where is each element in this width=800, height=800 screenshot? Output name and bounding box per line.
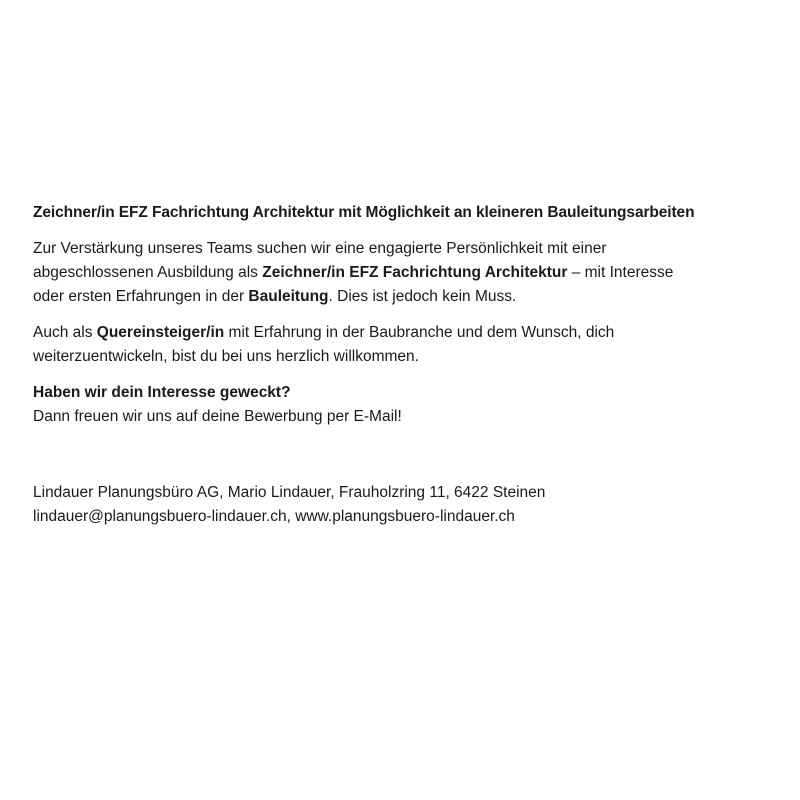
intro-line-1: Zur Verstärkung unseres Teams suchen wir eine engagierte Persönlichkeit mit einer bbox=[33, 240, 607, 257]
company-address: Lindauer Planungsbüro AG, Mario Lindauer, Frauholzring 11, 6422 Steinen bbox=[33, 484, 546, 501]
email-link[interactable]: lindauer@planungsbuero-lindauer.ch bbox=[33, 508, 287, 525]
cta-title: Haben wir dein Interesse geweckt? bbox=[33, 384, 291, 401]
career-changer-emphasis: Quereinsteiger/in bbox=[96, 324, 225, 341]
contact-separator: , bbox=[286, 508, 296, 525]
intro-text: abgeschlossenen Ausbildung als bbox=[33, 264, 263, 281]
intro-text: oder ersten Erfahrungen in der bbox=[33, 288, 249, 305]
intro-text: . Dies ist jedoch kein Muss. bbox=[328, 288, 517, 305]
intro-line-2 bbox=[33, 261, 793, 285]
career-changer-line-1 bbox=[33, 321, 793, 345]
intro-paragraph bbox=[33, 237, 793, 309]
contact-block bbox=[33, 481, 793, 529]
call-to-action bbox=[33, 381, 793, 429]
contact-links bbox=[33, 505, 793, 529]
intro-text: – mit Interesse bbox=[567, 264, 674, 281]
website-link[interactable]: www.planungsbuero-lindauer.ch bbox=[295, 508, 515, 525]
career-changer-paragraph bbox=[33, 321, 793, 369]
job-ad bbox=[33, 201, 793, 441]
career-text: mit Erfahrung in der Baubranche und dem Wunsch, dich bbox=[224, 324, 615, 341]
intro-line-3 bbox=[33, 285, 793, 309]
cta-text: Dann freuen wir uns auf deine Bewerbung per E-Mail! bbox=[33, 408, 402, 425]
career-text: Auch als bbox=[33, 324, 97, 341]
job-title-emphasis: Zeichner/in EFZ Fachrichtung Architektur bbox=[262, 264, 568, 281]
site-management-emphasis: Bauleitung bbox=[248, 288, 329, 305]
job-title: Zeichner/in EFZ Fachrichtung Architektur mit Möglichkeit an kleineren Bauleitungsarbeiten bbox=[33, 204, 695, 221]
career-changer-line-2: weiterzuentwickeln, bist du bei uns herzlich willkommen. bbox=[33, 348, 419, 365]
